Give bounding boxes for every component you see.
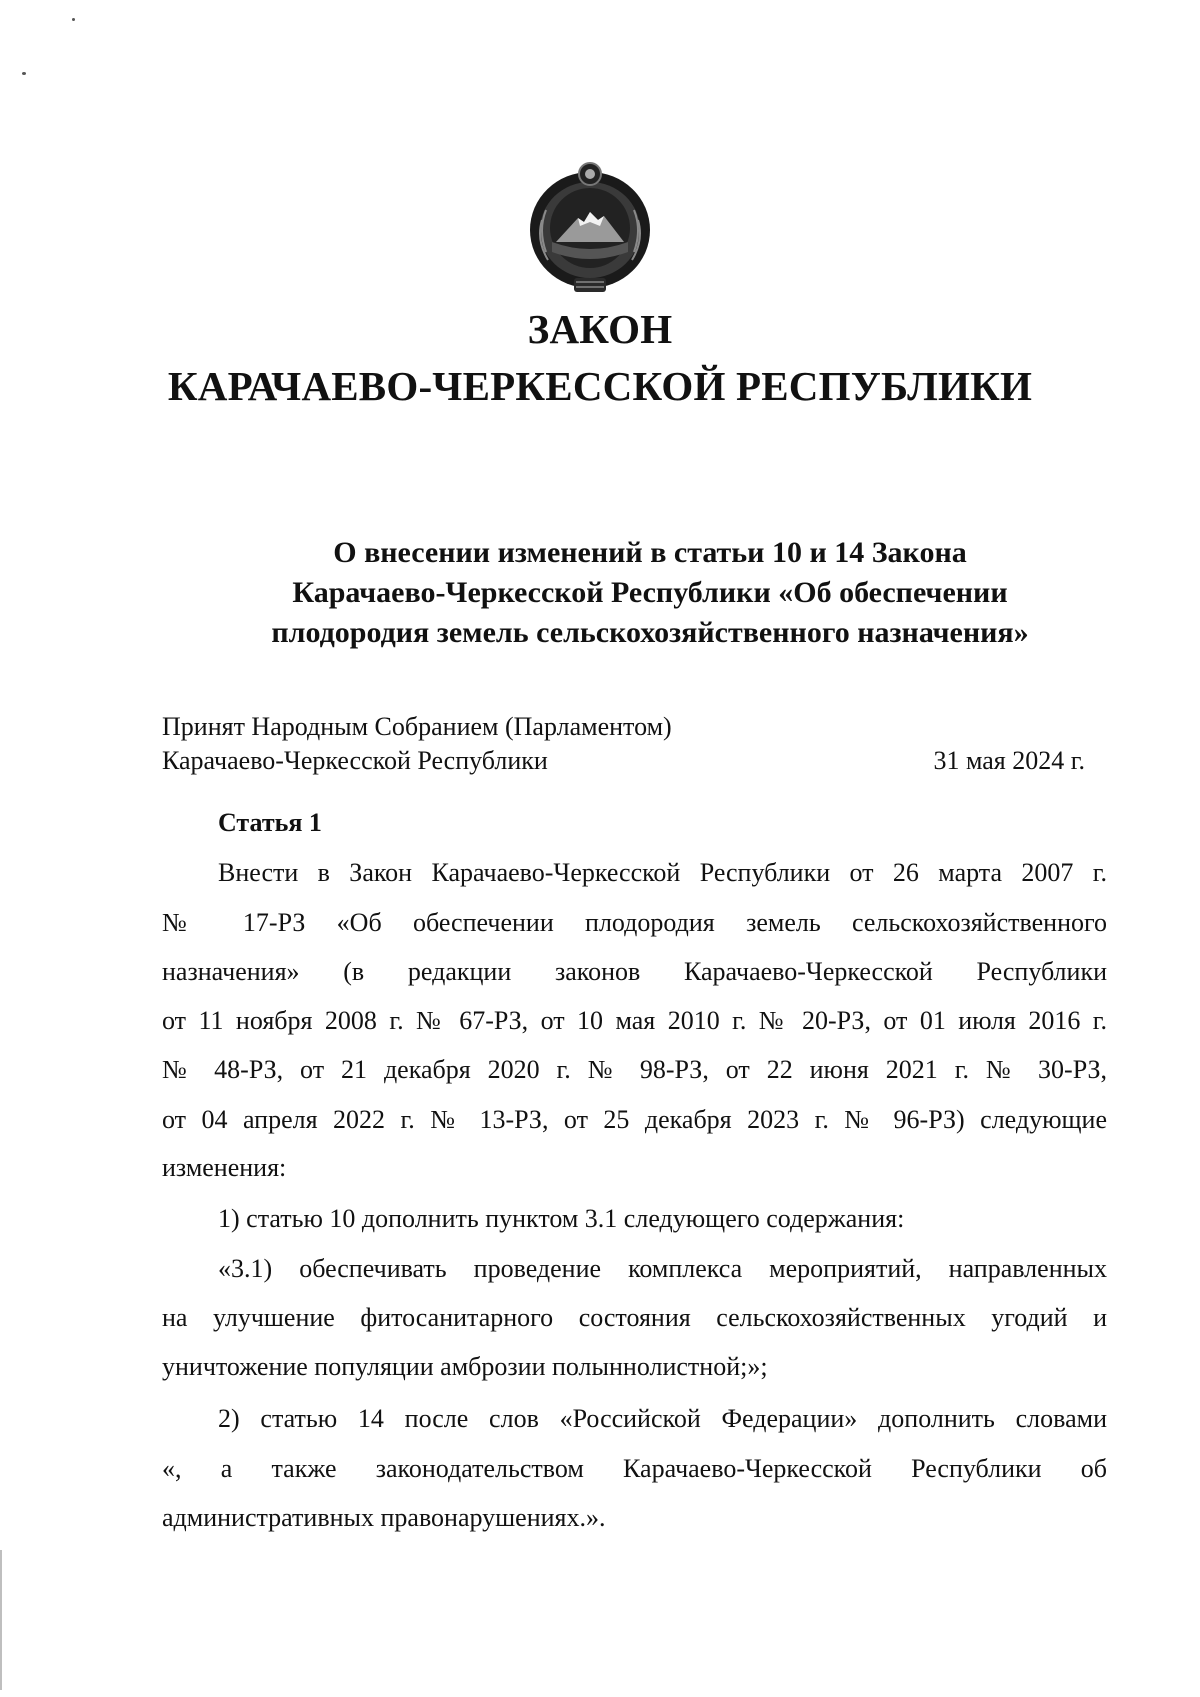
quoted-clause-line: на улучшение фитосанитарного состояния сельскохозяйственных угодий и [162,1303,1107,1332]
law-title-line-3: плодородия земель сельскохозяйственного назначения» [271,616,1029,649]
scan-margin-line [0,1550,2,1690]
scan-speck [22,72,26,75]
adoption-body-line-2: Карачаево-Черкесской Республики [162,746,548,775]
scan-speck [72,18,75,21]
amendment-item-2: 2) статью 14 после слов «Российской Федерации» дополнить словами [218,1404,1107,1433]
adoption-body-line-1: Принят Народным Собранием (Парламентом) [162,712,672,741]
article-text-line: № 48-РЗ, от 21 декабря 2020 г. № 98-РЗ, от 22 июня 2021 г. № 30-РЗ, [162,1055,1107,1084]
law-title-line-1: О внесении изменений в статьи 10 и 14 Закона [333,536,967,569]
coat-of-arms-emblem [528,160,652,300]
amendment-item-2-line: административных правонарушениях.». [162,1503,606,1532]
law-title-line-2: Карачаево-Черкесской Республики «Об обеспечении [292,576,1008,609]
article-text-line: от 11 ноября 2008 г. № 67-РЗ, от 10 мая 2010 г. № 20-РЗ, от 01 июля 2016 г. [162,1006,1107,1035]
article-text-line: от 04 апреля 2022 г. № 13-РЗ, от 25 декабря 2023 г. № 96-РЗ) следующие [162,1105,1107,1134]
document-type-title: ЗАКОН [527,306,673,352]
quoted-clause-line: уничтожение популяции амброзии полыннолистной;»; [162,1352,768,1381]
article-heading: Статья 1 [218,808,322,837]
amendment-item-2-line: «, а также законодательством Карачаево-Черкесской Республики об [162,1454,1107,1483]
republic-name-title: КАРАЧАЕВО-ЧЕРКЕССКОЙ РЕСПУБЛИКИ [167,363,1033,409]
article-text-line: Внести в Закон Карачаево-Черкесской Республики от 26 марта 2007 г. [218,858,1107,887]
amendment-item-1: 1) статью 10 дополнить пунктом 3.1 следующего содержания: [218,1204,905,1233]
article-text-line: № 17-РЗ «Об обеспечении плодородия земель сельскохозяйственного [162,908,1107,937]
article-text-line: назначения» (в редакции законов Карачаево-Черкесской Республики [162,957,1107,986]
adoption-date: 31 мая 2024 г. [933,746,1085,775]
article-text-line: изменения: [162,1153,287,1182]
quoted-clause-line: «3.1) обеспечивать проведение комплекса мероприятий, направленных [218,1254,1107,1283]
